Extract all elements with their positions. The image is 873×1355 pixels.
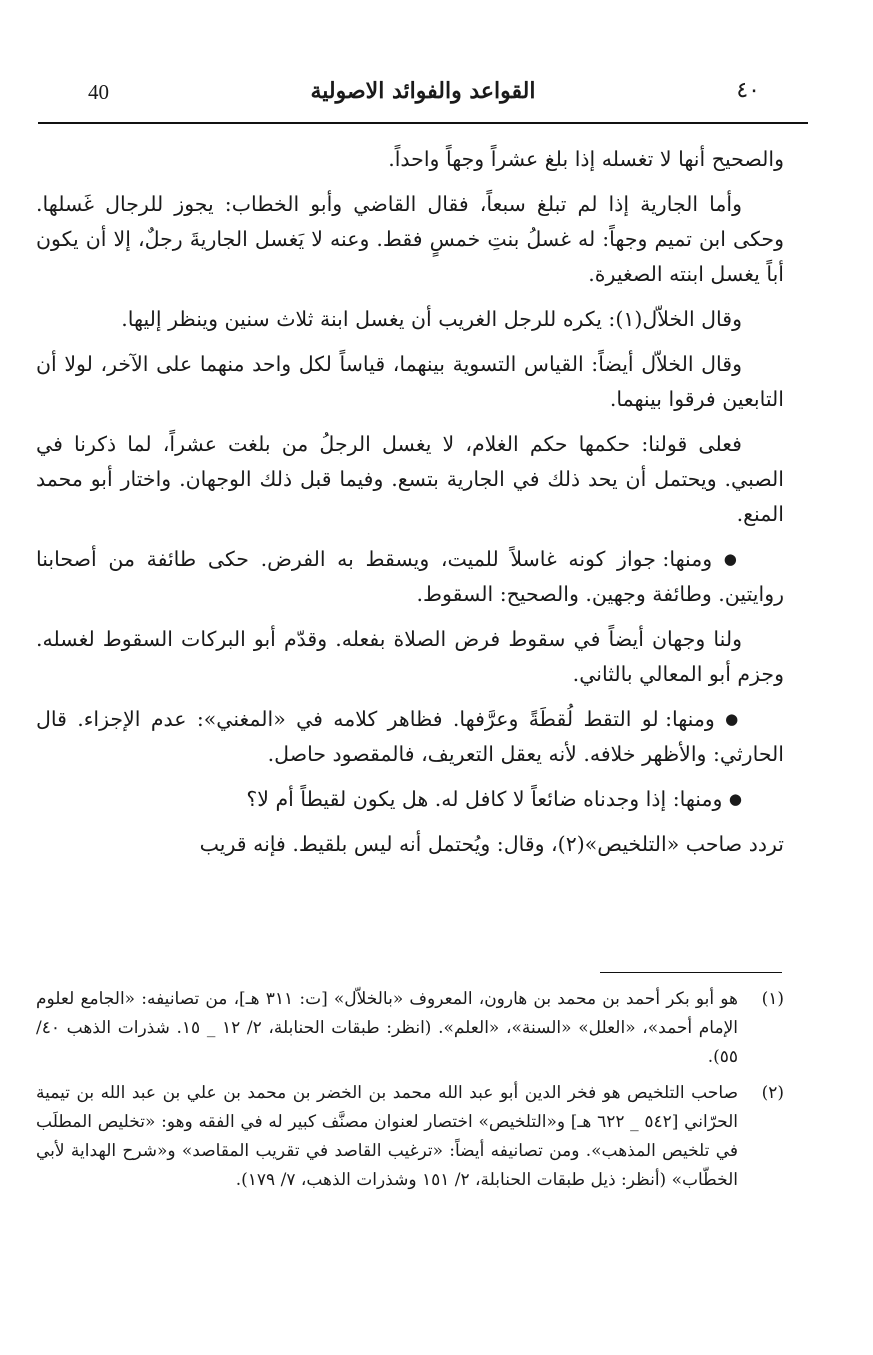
paragraph-text: ولنا وجهان أيضاً في سقوط فرض الصلاة بفعله. وقدّم أبو البركات السقوط لغسله. وجزم أبو المعالي بالثاني. (36, 627, 784, 686)
bullet-icon: ● (728, 790, 742, 808)
footnote-1 (36, 985, 784, 1072)
paragraph-6 (36, 542, 784, 612)
paragraph-text: ومنها: إذا وجدناه ضائعاً لا كافل له. هل يكون لقيطاً أم لا؟ (246, 787, 723, 811)
paragraph-text: ومنها: جواز كونه غاسلاً للميت، ويسقط به الفرض. حكى طائفة من أصحابنا روايتين. وطائفة وجهين. والصحيح: السقوط. (36, 547, 784, 606)
paragraph-text: وأما الجارية إذا لم تبلغ سبعاً، فقال القاضي وأبو الخطاب: يجوز للرجال غَسلها. وحكى ابن تميم وجهاً: له غسلُ بنتِ خمسٍ فقط. وعنه لا يَغسل الجاريةَ رجلٌ، إلا أن يكون أباً يغسل ابنته الصغيرة. (36, 192, 784, 286)
paragraph-3 (36, 302, 784, 337)
bullet-icon: ● (723, 550, 742, 568)
paragraph-7 (36, 622, 784, 692)
paragraph-9 (36, 782, 784, 817)
footnote-2 (36, 1079, 784, 1195)
paragraph-text: وقال الخلاّل(١): يكره للرجل الغريب أن يغسل ابنة ثلاث سنين وينظر إليها. (121, 307, 742, 331)
footnote-number: (١) (761, 989, 784, 1009)
footnotes (36, 985, 784, 1202)
footnote-text: هو أبو بكر أحمد بن محمد بن هارون، المعروف «بالخلاّل» [ت: ٣١١ هـ]، من تصانيفه: «الجامع لعلوم الإمام أحمد»، «العلل» «السنة»، «العلم». (انظر: طبقات الحنابلة، ٢/ ١٢ _ ١٥. شذرات الذهب ٤٠/ ٥٥). (36, 989, 738, 1067)
paragraph-8 (36, 702, 784, 772)
footnote-text: صاحب التلخيص هو فخر الدين أبو عبد الله محمد بن الخضر بن محمد بن علي بن عبد الله بن تيمية الحرّاني [٥٤٢ _ ٦٢٢ هـ] و«التلخيص» اختصار لعنوان مصنَّف كبير له في الفقه وهو: «تخليص المطلَب في تلخيص المذهب». ومن تصانيفه أيضاً: «ترغيب القاصد في تقريب المقاصد» و«شرح الهداية لأبي الخطّاب» (أنظر: ذيل طبقات الحنابلة، ٢/ ١٥١ وشذرات الذهب، ٧/ ١٧٩). (36, 1083, 738, 1190)
main-text (36, 142, 784, 872)
paragraph-text: فعلى قولنا: حكمها حكم الغلام، لا يغسل الرجلُ من بلغت عشراً، لما ذكرنا في الصبي. ويحتمل أن يحد ذلك في الجارية بتسع. وفيما قبل ذلك الوجهان. واختار أبو محمد المنع. (36, 432, 784, 526)
footnote-separator (600, 972, 782, 973)
paragraph-1 (36, 142, 784, 177)
paragraph-text: وقال الخلاّل أيضاً: القياس التسوية بينهما، قياساً لكل واحد منهما على الآخر، لولا أن التابعين فرقوا بينهما. (36, 352, 784, 411)
running-title: القواعد والفوائد الاصولية (310, 78, 536, 104)
bullet-icon: ● (725, 710, 742, 728)
page-number-latin: 40 (88, 80, 109, 104)
page-number-arabic: ٤٠ (736, 78, 760, 103)
paragraph-text: ومنها: لو التقط لُقطَةً وعرَّفها. فظاهر كلامه في «المغني»: عدم الإجزاء. قال الحارثي: والأظهر خلافه. لأنه يعقل التعريف، فالمقصود حاصل. (36, 707, 784, 766)
header-rule (38, 122, 808, 124)
paragraph-text: والصحيح أنها لا تغسله إذا بلغ عشراً وجهاً واحداً. (388, 147, 784, 171)
paragraph-text: تردد صاحب «التلخيص»(٢)، وقال: ويُحتمل أنه ليس بلقيط. فإنه قريب (199, 832, 784, 856)
paragraph-2 (36, 187, 784, 292)
paragraph-10 (36, 827, 784, 862)
paragraph-4 (36, 347, 784, 417)
page-header (38, 78, 808, 122)
paragraph-5 (36, 427, 784, 532)
footnote-number: (٢) (761, 1083, 784, 1103)
